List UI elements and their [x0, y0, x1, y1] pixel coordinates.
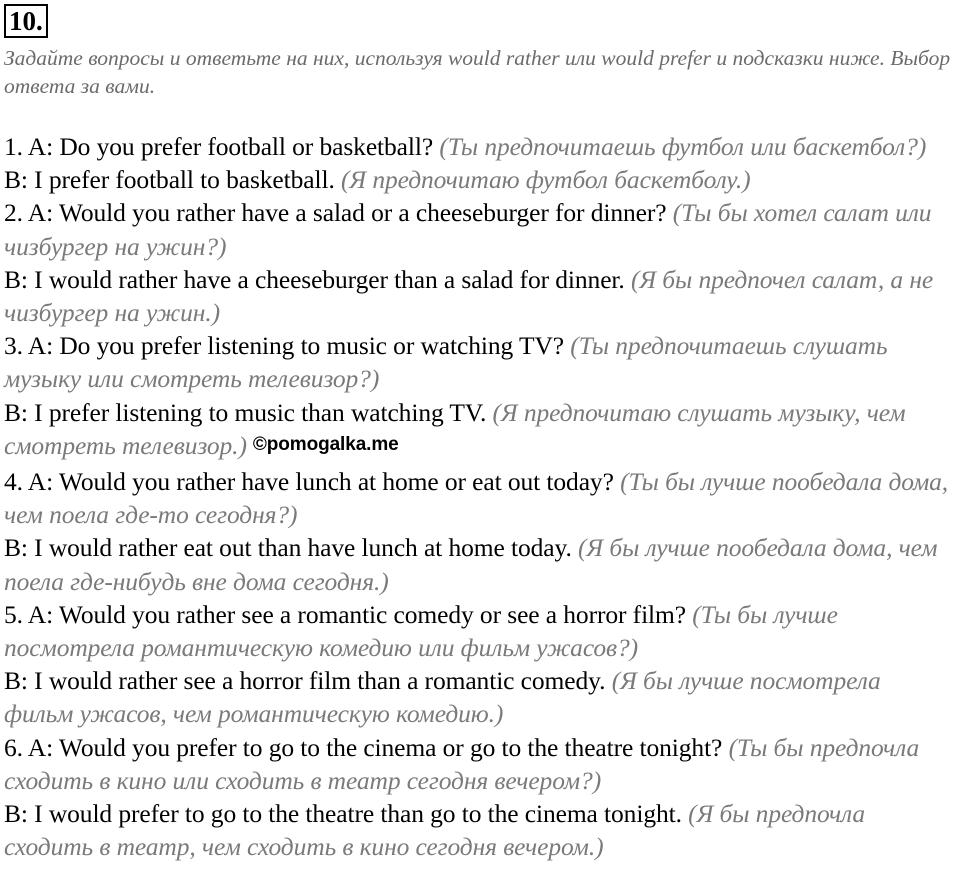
task-number: 10.: [4, 4, 48, 38]
answer-translation: (Я бы предпочел салат, а не чизбургер на ужин.): [4, 264, 934, 328]
question-translation: (Ты предпочитаешь слушать музыку или смотреть телевизор?): [4, 331, 888, 394]
answer-line: [4, 531, 956, 597]
question-line: [4, 196, 956, 262]
question-translation: (Ты бы хотел салат или чизбургер на ужин?): [4, 198, 932, 261]
answer-translation: (Я бы лучше посмотрела фильм ужасов, чем романтическую комедию.): [4, 666, 881, 729]
question-line: [4, 465, 956, 531]
answer-english: B: I would prefer to go to the theatre than go to the cinema tonight.: [4, 799, 682, 829]
answer-translation: (Я предпочитаю слушать музыку, чем смотреть телевизор.): [4, 397, 906, 460]
question-english: 1. A: Do you prefer football or basketball?: [4, 132, 434, 161]
site-watermark: ©pomogalka.me: [252, 433, 399, 455]
question-line: [4, 329, 956, 395]
answer-translation: (Я бы лучше пообедала дома, чем поела где-нибудь вне дома сегодня.): [4, 533, 938, 596]
question-translation: (Ты бы лучше посмотрела романтическую комедию или фильм ужасов?): [4, 599, 838, 663]
answer-line: [4, 664, 956, 730]
answer-english: B: I would rather eat out than have lunch at home today.: [4, 533, 572, 563]
task-instructions: Задайте вопросы и ответьте на них, используя would rather или would prefer и подсказки ниже. Выбор ответа за вами.: [4, 46, 951, 98]
question-line: [4, 731, 956, 797]
question-translation: (Ты бы предпочла сходить в кино или сходить в театр сегодня вечером?): [4, 732, 920, 795]
dialogue-list: [4, 130, 956, 863]
answer-line: [4, 396, 956, 465]
answer-english: B: I prefer listening to music than watching TV.: [4, 397, 487, 427]
question-translation: (Ты бы лучше пообедала дома, чем поела где-то сегодня?): [4, 467, 949, 530]
answer-translation: (Я бы предпочла сходить в театр, чем сходить в кино сегодня вечером.): [4, 799, 866, 862]
answer-line: [4, 263, 956, 329]
question-english: 2. A: Would you rather have a salad or a cheeseburger for dinner?: [4, 198, 667, 228]
question-english: 3. A: Do you prefer listening to music or watching TV?: [4, 331, 564, 361]
question-english: 4. A: Would you rather have lunch at home or eat out today?: [4, 467, 614, 497]
question-english: 5. A: Would you rather see a romantic comedy or see a horror film?: [4, 599, 686, 629]
answer-english: B: I prefer football to basketball.: [4, 165, 335, 195]
answer-english: B: I would rather have a cheeseburger than a salad for dinner.: [4, 264, 625, 294]
question-translation: (Ты предпочитаешь футбол или баскетбол?): [439, 132, 927, 161]
answer-translation: (Я предпочитаю футбол баскетболу.): [341, 165, 751, 195]
question-line: [4, 598, 956, 664]
question-line: [4, 130, 956, 163]
answer-english: B: I would rather see a horror film than a romantic comedy.: [4, 666, 606, 696]
answer-line: [4, 163, 956, 196]
question-english: 6. A: Would you prefer to go to the cinema or go to the theatre tonight?: [4, 732, 723, 762]
answer-line: [4, 797, 956, 863]
